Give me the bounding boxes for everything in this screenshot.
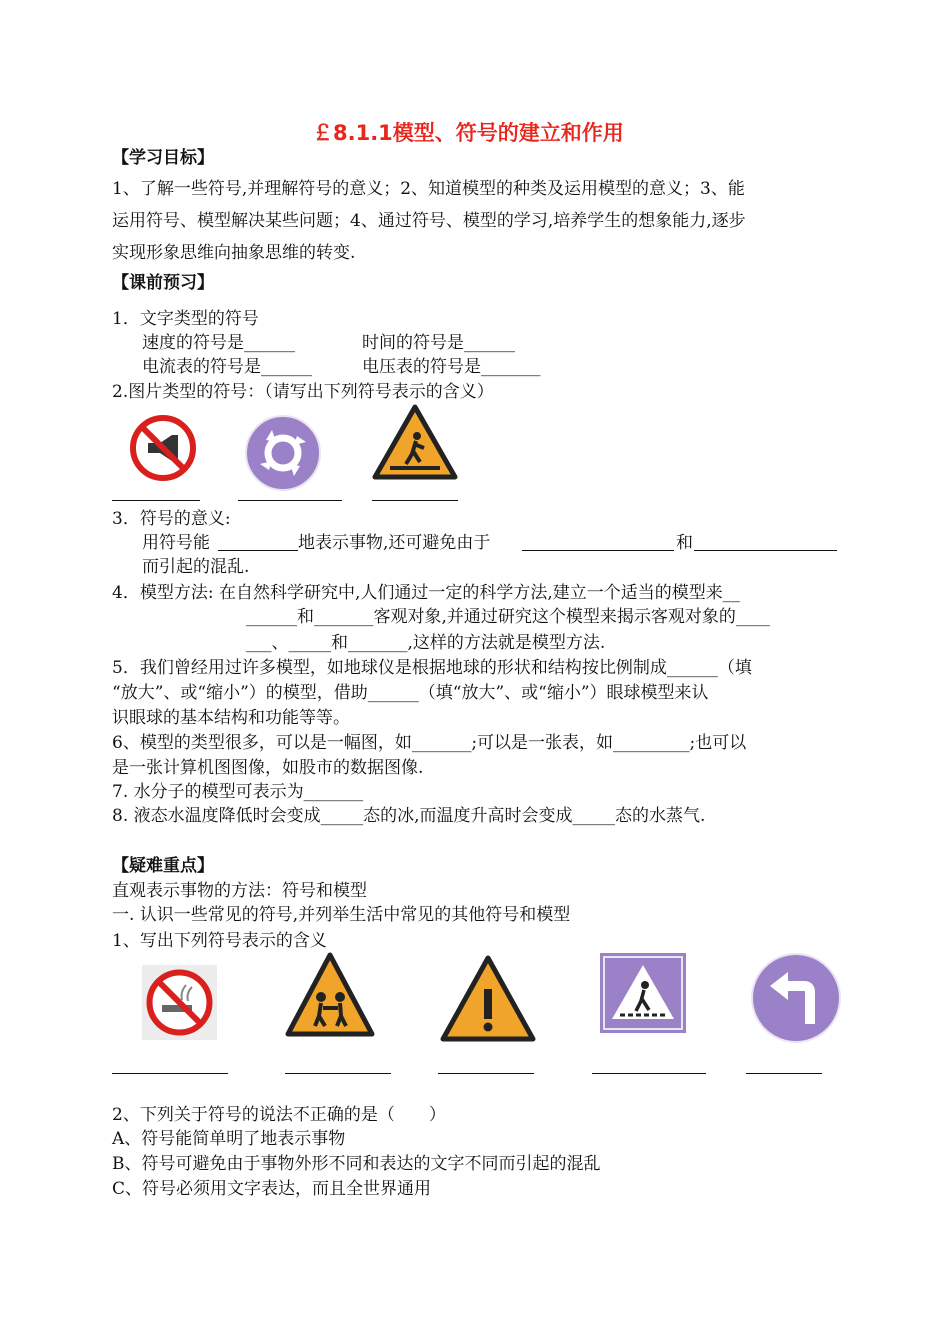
d-q1: 1、写出下列符号表示的含义 [112,931,327,951]
q6-line1: 6、模型的类型很多，可以是一幅图，如_______;可以是一张表，如_________;也可以 [112,733,747,753]
pedestrian-warning-sign-icon [372,404,458,480]
q2-title: 2.图片类型的符号：（请写出下列符号表示的含义） [112,382,494,402]
q8: 8. 液态水温度降低时会变成_____态的冰,而温度升高时会变成_____态的水蒸气. [112,806,706,826]
goals-line-1: 1、了解一些符号,并理解符号的意义；2、知道模型的种类及运用模型的意义；3、能 [112,179,745,199]
q3-line1-c: 和 [676,533,693,553]
q1-ammeter: 电流表的符号是______ [142,357,312,377]
q5-line3: 识眼球的基本结构和功能等等。 [112,708,350,728]
q6-line2: 是一张计算机图图像，如股市的数据图像. [112,758,424,778]
q4-line3: ___、_____和_______,这样的方法就是模型方法. [246,633,606,653]
page-title: ￡8.1.1模型、符号的建立和作用 [312,121,624,145]
q3-line2: 而引起的混乱. [142,557,250,577]
q3-line1-b: 地表示事物,还可避免由于 [298,533,491,553]
children-warning-sign-icon [285,952,375,1038]
no-smoking-sign-icon [142,965,217,1040]
d-option-b[interactable]: B、符号可避免由于事物外形不同和表达的文字不同而引起的混乱 [112,1154,601,1174]
d-intro: 直观表示事物的方法：符号和模型 [112,881,367,901]
caution-sign-icon [440,955,536,1043]
q1-voltmeter: 电压表的符号是_______ [362,357,541,377]
q3-blank-1[interactable] [218,549,298,551]
d-option-c[interactable]: C、符号必须用文字表达，而且全世界通用 [112,1179,432,1199]
crosswalk-sign-icon [600,953,686,1033]
q3-title: 3．符号的意义: [112,509,231,529]
goals-line-2: 运用符号、模型解决某些问题；4、通过符号、模型的学习,培养学生的想象能力,逐步 [112,211,746,231]
answer-line-7[interactable] [592,1072,706,1074]
q1-speed: 速度的符号是______ [142,333,295,353]
q7: 7. 水分子的模型可表示为_______ [112,782,364,802]
preview-heading: 【课前预习】 [112,273,214,293]
turn-left-sign-icon [750,952,842,1044]
answer-line-4[interactable] [112,1072,228,1074]
roundabout-sign-icon [244,414,322,492]
q5-line2: “放大”、或“缩小”）的模型，借助______（填“放大”、或“缩小”）眼球模型来认 [112,683,709,703]
answer-line-1[interactable] [112,499,200,501]
difficult-heading: 【疑难重点】 [112,856,214,876]
no-horn-sign-icon [130,415,196,481]
q4-line1: 4．模型方法: 在自然科学研究中,人们通过一定的科学方法,建立一个适当的模型来__ [112,583,740,603]
goals-line-3: 实现形象思维向抽象思维的转变. [112,243,356,263]
q4-line2: ______和_______客观对象,并通过研究这个模型来揭示客观对象的____ [246,607,770,627]
answer-line-8[interactable] [746,1072,822,1074]
q3-line1-a: 用符号能 [142,533,210,553]
q3-blank-3[interactable] [694,549,837,551]
answer-line-3[interactable] [372,499,458,501]
q5-line1: 5．我们曾经用过许多模型，如地球仪是根据地球的形状和结构按比例制成______（填 [112,658,752,678]
d-option-a[interactable]: A、符号能简单明了地表示事物 [112,1129,346,1149]
d-one: 一. 认识一些常见的符号,并列举生活中常见的其他符号和模型 [112,905,571,925]
answer-line-5[interactable] [285,1072,391,1074]
q3-blank-2[interactable] [522,549,674,551]
d-q2: 2、下列关于符号的说法不正确的是（ ） [112,1105,446,1125]
q1-title: 1．文字类型的符号 [112,309,259,329]
q1-time: 时间的符号是______ [362,333,515,353]
goals-heading: 【学习目标】 [112,148,214,168]
answer-line-6[interactable] [438,1072,534,1074]
answer-line-2[interactable] [238,499,342,501]
